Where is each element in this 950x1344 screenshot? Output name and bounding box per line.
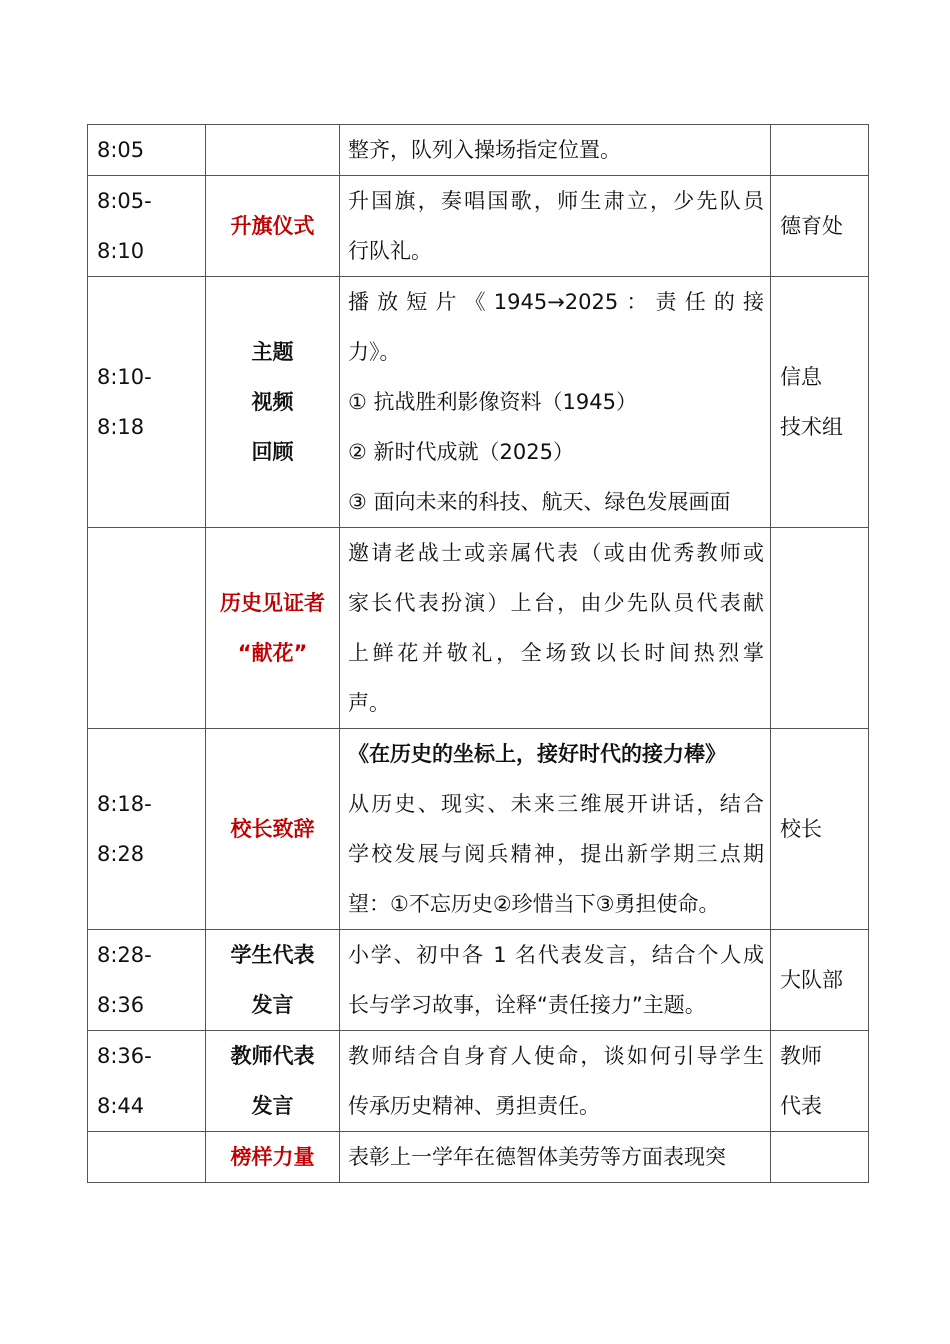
desc-cell: 邀请老战士或亲属代表（或由优秀教师或 家长代表扮演）上台，由少先队员代表献 上鲜花并敬礼，全场致以长时间热烈掌 声。	[340, 528, 771, 729]
desc-cell: 整齐，队列入操场指定位置。	[340, 125, 771, 176]
desc-cell: 升国旗，奏唱国歌，师生肃立，少先队员 行队礼。	[340, 176, 771, 277]
item-cell: 校长致辞	[206, 729, 340, 930]
time-cell: 8:05	[88, 125, 206, 176]
desc-cell: 小学、初中各 1 名代表发言，结合个人成 长与学习故事，诠释“责任接力”主题。	[340, 930, 771, 1031]
desc-cell: 教师结合自身育人使命，谈如何引导学生 传承历史精神、勇担责任。	[340, 1031, 771, 1132]
owner-cell: 教师 代表	[771, 1031, 869, 1132]
desc-cell: 表彰上一学年在德智体美劳等方面表现突	[340, 1132, 771, 1183]
table-row	[88, 176, 869, 277]
table-row	[88, 277, 869, 528]
time-cell	[88, 528, 206, 729]
time-cell: 8:05- 8:10	[88, 176, 206, 277]
time-cell: 8:10- 8:18	[88, 277, 206, 528]
time-cell: 8:28- 8:36	[88, 930, 206, 1031]
time-cell: 8:36- 8:44	[88, 1031, 206, 1132]
item-cell: 升旗仪式	[206, 176, 340, 277]
owner-cell: 校长	[771, 729, 869, 930]
owner-cell	[771, 528, 869, 729]
owner-cell	[771, 1132, 869, 1183]
time-cell	[88, 1132, 206, 1183]
time-cell: 8:18- 8:28	[88, 729, 206, 930]
table-row	[88, 930, 869, 1031]
table-row	[88, 1031, 869, 1132]
owner-cell: 大队部	[771, 930, 869, 1031]
table-row	[88, 528, 869, 729]
item-cell: 主题 视频 回顾	[206, 277, 340, 528]
item-cell: 历史见证者 “献花”	[206, 528, 340, 729]
desc-cell: 《在历史的坐标上，接好时代的接力棒》 从历史、现实、未来三维展开讲话，结合 学校发展与阅兵精神，提出新学期三点期 望：①不忘历史②珍惜当下③勇担使命。	[340, 729, 771, 930]
owner-cell: 德育处	[771, 176, 869, 277]
item-cell: 教师代表 发言	[206, 1031, 340, 1132]
table-row	[88, 729, 869, 930]
table-row	[88, 125, 869, 176]
table-row	[88, 1132, 869, 1183]
schedule-table	[87, 124, 869, 1183]
item-cell: 榜样力量	[206, 1132, 340, 1183]
desc-cell: 播放短片《1945→2025：责任的接 力》。 ① 抗战胜利影像资料（1945） ② 新时代成就（2025） ③ 面向未来的科技、航天、绿色发展画面	[340, 277, 771, 528]
item-cell: 学生代表 发言	[206, 930, 340, 1031]
item-cell	[206, 125, 340, 176]
owner-cell: 信息 技术组	[771, 277, 869, 528]
owner-cell	[771, 125, 869, 176]
